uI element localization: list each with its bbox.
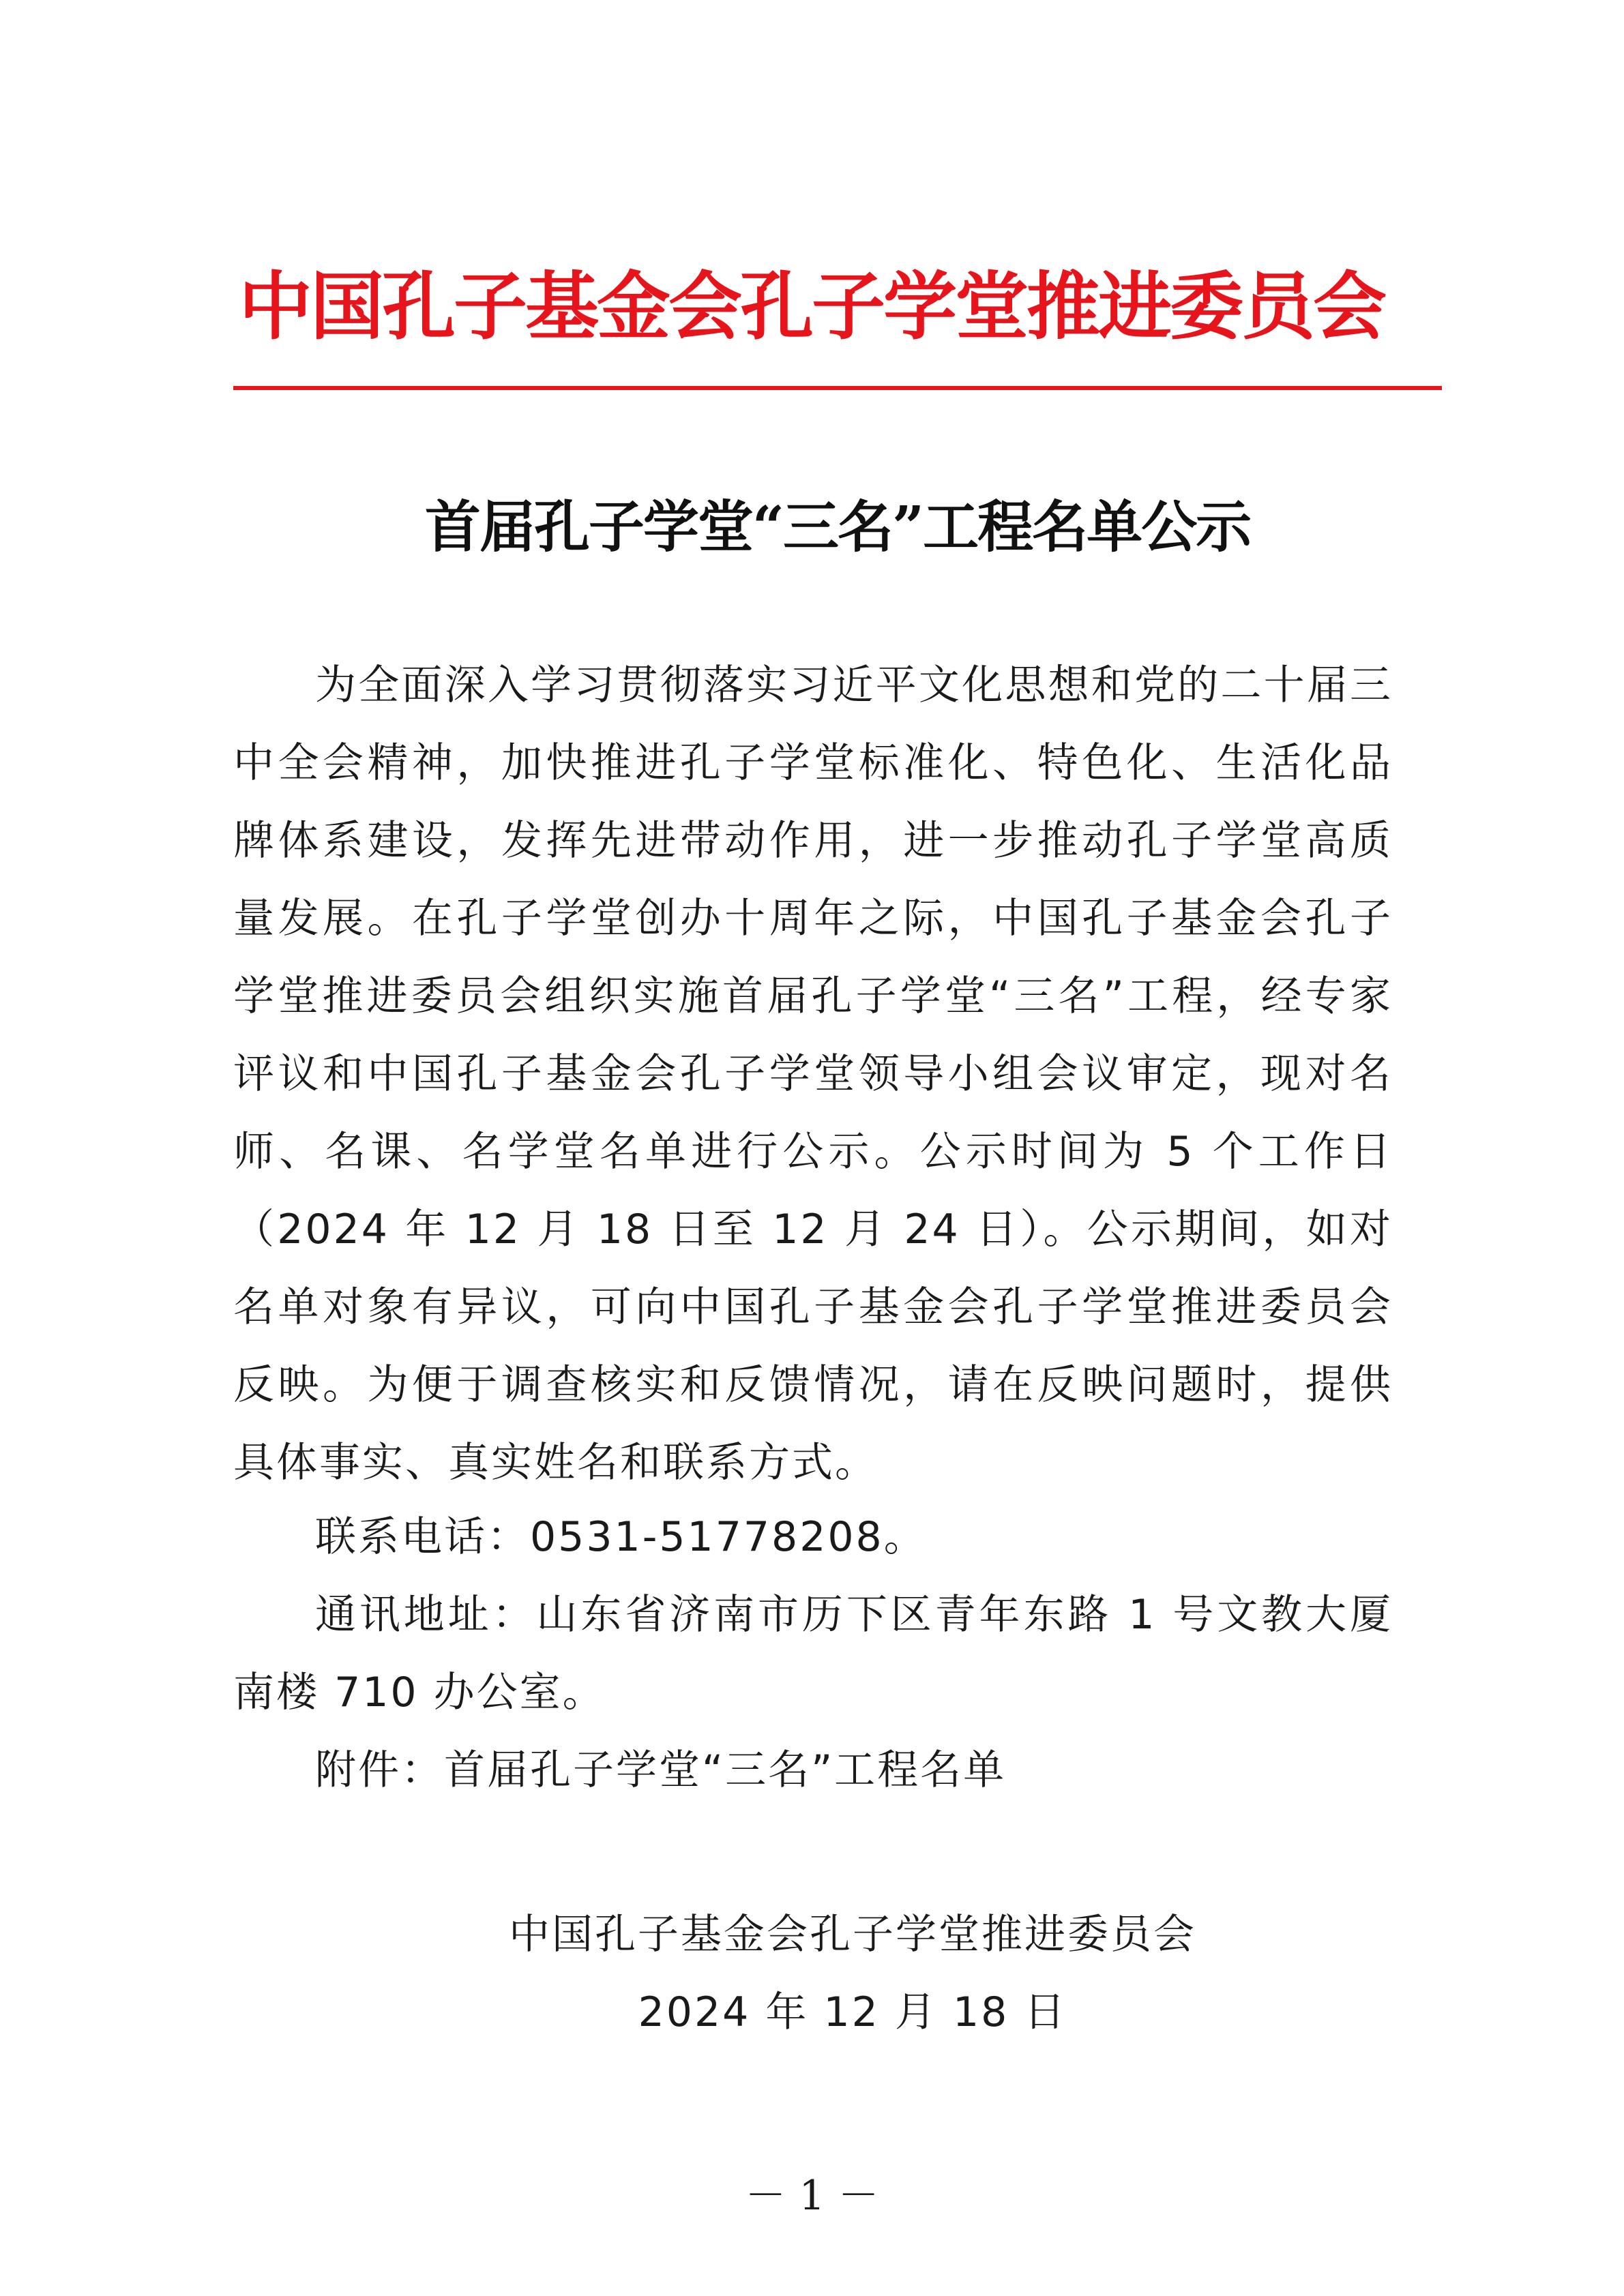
document-title: 首届孔子学堂“三名”工程名单公示 [424,494,1251,560]
attachment-line: 附件：首届孔子学堂“三名”工程名单 [315,1746,1007,1794]
issuing-organization-header: 中国孔子基金会孔子学堂推进委员会 [238,264,1385,350]
mailing-address-line: 通讯地址：山东省济南市历下区青年东路 1 号文教大厦南楼 710 办公室。 [233,1591,1393,1716]
signature-organization: 中国孔子基金会孔子学堂推进委员会 [509,1911,1196,1958]
main-paragraph: 为全面深入学习贯彻落实习近平文化思想和党的二十届三中全会精神，加快推进孔子学堂标准化、特色化、生活化品牌体系建设，发挥先进带动作用，进一步推动孔子学堂高质量发展。在孔子学堂创办十周年之际，中国孔子基金会孔子学堂推进委员会组织实施首届孔子学堂“三名”工程，经专家评议和中国孔子基金会孔子学堂领导小组会议审定，现对名师、名课、名学堂名单进行公示。公示时间为 5 个工作日（2024 年 12 月 18 日至 12 月 24 日）。公示期间，如对名单对象有异议，可向中国孔子基金会孔子学堂推进委员会反映。为便于调查核实和反馈情况，请在反映问题时，提供具体事实、真实姓名和联系方式。 [233,661,1393,1487]
contact-phone-line: 联系电话：0531-51778208。 [315,1513,927,1561]
page-number: － 1 － [745,2172,879,2220]
signature-date: 2024 年 12 月 18 日 [638,1988,1067,2036]
red-divider-line [233,386,1442,390]
